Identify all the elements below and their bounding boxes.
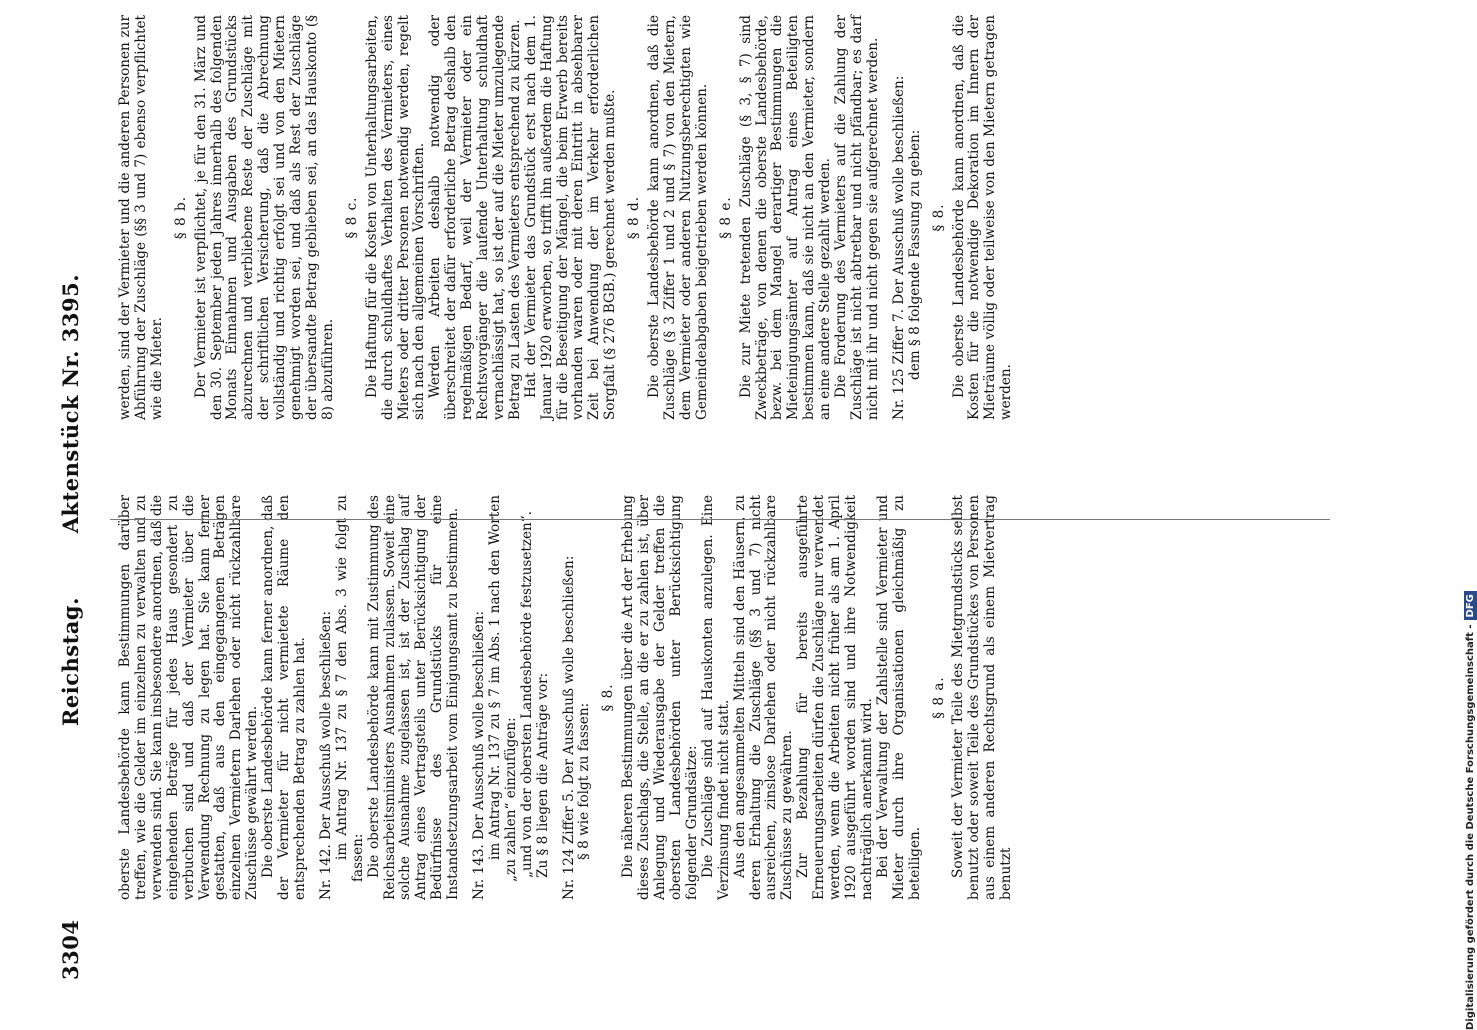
running-title-left: Reichstag. (58, 597, 83, 727)
running-title-right: Aktenstück Nr. 3395. (58, 273, 83, 534)
section-heading: § 8 b. (172, 195, 189, 240)
paragraph: Aus den angesammelten Mitteln sind den Häusern, zu deren Erhaltung die Zuschläge (§§ 3 und 7) nicht ausreichen, zinslose Darlehen oder nicht rückzahlbare Zuschüsse zu gewähren. (731, 495, 796, 900)
paragraph: Die oberste Landesbehörde kann anordnen, daß die Kosten für die notwendige Dekoration im Innern der Mieträume völlig oder teilweise von den Mietern getragen werden. (950, 15, 1015, 420)
paragraph: oberste Landesbehörde kann Bestimmungen darüber treffen, wie die Gelder im einzelnen zu verwalten und zu verwenden sind. Sie kann insbesondere anordnen, daß die eingehenden Beträge für jedes Haus gesondert zu verbuchen sind und daß der Vermieter über die Verwendung Rechnung zu legen hat. Sie kann ferner gestatten, daß aus den eingegangenen Beträgen einzelnen Vermietern Darlehen oder nicht rückzahlbare Zuschüsse gewährt werden. (117, 495, 261, 900)
motion-heading: Nr. 125 Ziffer 7. Der Ausschuß wolle beschließen: (890, 75, 907, 420)
paragraph: § 8 wie folgt zu fassen: (576, 702, 593, 860)
motion-heading: Nr. 124 Ziffer 5. Der Ausschuß wolle beschließen: (560, 555, 577, 900)
running-title (58, 20, 83, 980)
paragraph: Hat der Vermieter das Grundstück erst nach dem 1. Januar 1920 erworben, so trifft ihn außerdem die Haftung für die Beseitigung der Mängel, die beim Erwerb bereits vorhanden waren oder mit deren Eintritt in absehbarer Zeit bei Anwendung der im Verkehr erforderlichen Sorgfalt (§ 276 BGB.) gerechnet werden mußte. (522, 15, 619, 420)
paragraph: Die näheren Bestimmungen über die Art der Erhebung dieses Zuschlags, die Stelle, an die er zu zahlen ist, über Anlegung und Wiederausgabe der Gelder treffen die obersten Landesbehörden unter Berücksichtigung folgender Grundsätze: (620, 495, 700, 900)
paragraph: Soweit der Vermieter Teile des Mietgrundstücks selbst benutzt oder soweit Teile des Grundstückes von Personen aus einem anderen Rechtsgrund als einem Mietvertrag benutzt (950, 495, 1015, 900)
paragraph: Die oberste Landesbehörde kann anordnen, daß die Zuschläge (§ 3 Ziffer 1 und 2 und § 7) von den Mietern, dem Vermieter oder anderen Nutzungsberechtigten wie Gemeindeabgaben beigetrieben werden können. (646, 15, 710, 420)
paragraph: Die Haftung für die Kosten von Unterhaltungsarbeiten, die durch schuldhaftes Verhalten des Vermieters, eines Mieters oder dritter Personen notwendig werden, regelt sich nach den allgemeinen Vorschriften. (363, 15, 428, 420)
section-heading: § 8 e. (717, 196, 734, 239)
paragraph: im Antrag Nr. 137 zu § 7 im Abs. 1 nach den Worten „zu zahlen“ einzufügen: (486, 495, 519, 882)
dfg-logo: DFG (1464, 591, 1477, 620)
paragraph: Die Forderung des Vermieters auf die Zahlung der Zuschläge ist nicht abtretbar und nicht pfändbar; es darf nicht mit ihr und nicht gegen sie aufgerechnet werden. (833, 15, 881, 420)
page-number: 3304 (58, 919, 83, 980)
paragraph: dem § 8 folgende Fassung zu geben: (906, 129, 923, 380)
paragraph: Werden Arbeiten deshalb notwendig oder überschreitet der dafür erforderliche Betrag deshalb den regelmäßigen Bedarf, weil der Vermieter oder ein Rechtsvorgänger die laufende Unterhaltung schuldhaft vernachlässigt hat, so ist der auf die Mieter umzulegende Betrag zu Lasten des Vermieters entsprechend zu kürzen. (427, 15, 523, 420)
paragraph: im Antrag Nr. 137 zu § 7 den Abs. 3 wie folgt zu fassen: (333, 495, 366, 882)
page-header (50, 20, 100, 980)
section-heading: § 8. (930, 203, 947, 232)
paragraph: Bei der Verwaltung der Zahlstelle sind Vermieter und Mieter durch ihre Organisationen gleichmäßig zu beteiligen. (874, 495, 923, 900)
paragraph: Zu § 8 liegen die Anträge vor: (534, 672, 551, 878)
document-page (10, 0, 1476, 1030)
paragraph: werden, sind der Vermieter und die anderen Personen zur Abführung der Zuschläge (§§ 3 und 7) ebenso verpflichtet wie die Mieter. (117, 15, 165, 420)
paragraph: Die oberste Landesbehörde kann mit Zustimmung des Reichsarbeitsministers Ausnahmen zulassen. Soweit eine solche Ausnahme zugelassen ist, ist der Zuschlag auf Antrag eines Vertragsteils unter Berücksichtigung der Bedürfnisse des Grundstücks für eine Instandsetzungsarbeit vom Einigungsamt zu bestimmen. (365, 495, 462, 900)
column-divider (110, 519, 1330, 520)
paragraph: Die oberste Landesbehörde kann ferner anordnen, daß der Vermieter für nicht vermietete Räume den entsprechenden Betrag zu zahlen hat. (260, 495, 308, 900)
section-heading: § 8 c. (343, 196, 360, 239)
paragraph: Zur Bezahlung für bereits ausgeführte Erneuerungsarbeiten dürfen die Zuschläge nur verwendet werden, wenn die Arbeiten nicht früher als am 1. April 1920 ausgeführt worden sind und ihre Notwendigkeit nachträglich anerkannt wird. (795, 495, 875, 900)
section-heading: § 8 a. (930, 676, 947, 719)
section-heading: § 8 d. (626, 195, 643, 240)
left-column (118, 495, 1015, 900)
motion-heading: Nr. 143. Der Ausschuß wolle beschließen: (471, 610, 488, 900)
right-column (118, 15, 1015, 420)
digitization-credit (1465, 591, 1476, 1030)
paragraph: „und von der obersten Landesbehörde festzusetzen“. (518, 510, 535, 878)
motion-heading: Nr. 142. Der Ausschuß wolle beschließen: (317, 610, 334, 900)
paragraph: Die Zuschläge sind auf Hauskonten anzulegen. Eine Verzinsung findet nicht statt. (699, 495, 732, 900)
digitization-credit-text: Digitalisierung gefördert durch die Deutsche Forschungsgemeinschaft - (1465, 624, 1476, 1030)
paragraph: Der Vermieter ist verpflichtet, je für den 31. März und den 30. September jeden Jahres innerhalb des folgenden Monats Einnahmen und Ausgaben des Grundstücks abzurechnen und verbliebene Reste der Zuschläge mit der schriftlichen Versicherung, daß die Abrechnung vollständig und richtig erfolgt sei und von den Mietern genehmigt worden sei, und daß als Rest der Zuschläge der übersandte Betrag geblieben sei, an das Hauskonto (§ 8) abzuführen. (192, 15, 336, 420)
section-heading: § 8. (600, 683, 617, 712)
paragraph: Die zur Miete tretenden Zuschläge (§ 3, § 7) sind Zweckbeträge, von denen die oberste Landesbehörde, bezw. bei dem Mangel derartiger Bestimmungen die Mieteinigungsämter auf Antrag eines Beteiligten bestimmen kann, daß sie nicht an den Vermieter, sondern an eine andere Stelle gezahlt werden. (737, 15, 834, 420)
